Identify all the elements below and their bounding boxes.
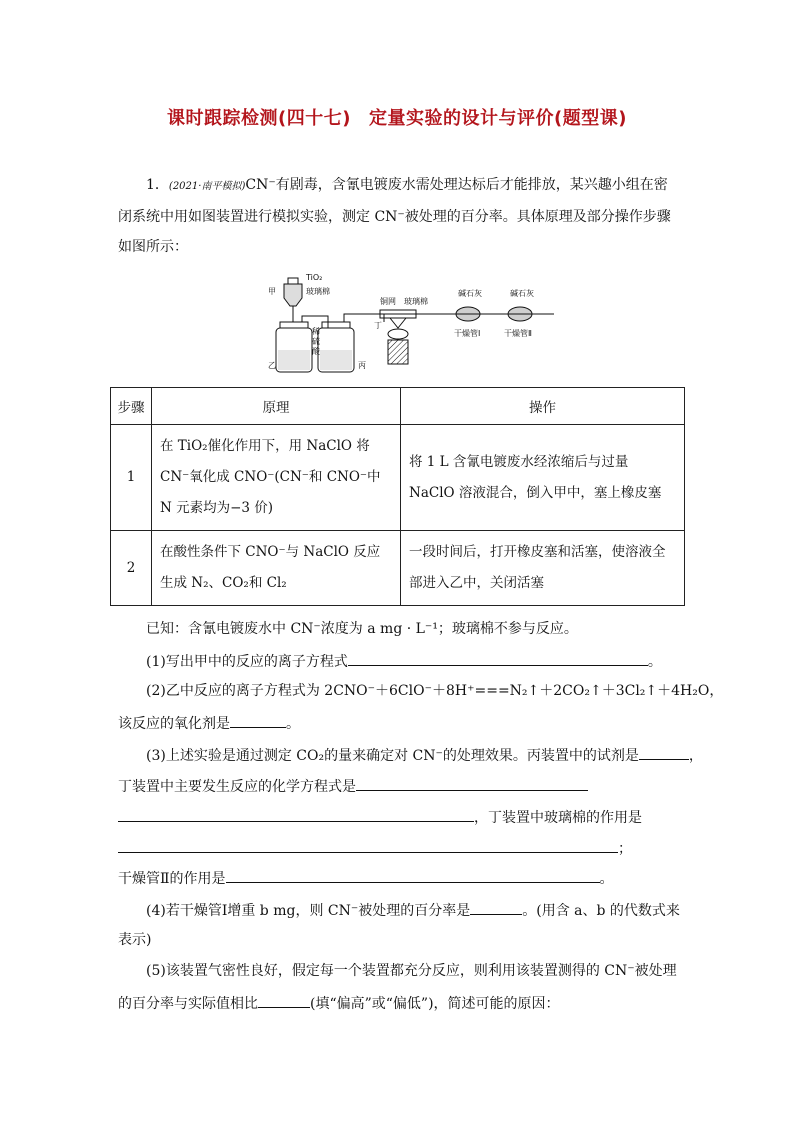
answer-blank[interactable] xyxy=(348,649,648,666)
title-part-1: 课时跟踪检测(四十七) xyxy=(167,108,351,129)
step-operation: 将 1 L 含氰电镀废水经浓缩后与过量 NaClO 溶液混合，倒入甲中，塞上橡皮塞 xyxy=(401,425,685,531)
question-2-line1: (2)乙中反应的离子方程式为 2CNO⁻＋6ClO⁻＋8H⁺===N₂↑＋2CO₂↑＋3Cl₂↑＋4H₂O， xyxy=(146,683,724,699)
drying-tube-1 xyxy=(452,307,484,321)
question-1-stem: CN⁻有剧毒，含氰电镀废水需处理达标后才能排放，某兴趣小组在密闭系统中用如图装置进行模拟实验，测定 CN⁻被处理的百分率。具体原理及部分操作步骤如图所示： xyxy=(118,177,671,255)
steps-table xyxy=(110,387,685,606)
question-3-line1 xyxy=(146,743,703,765)
answer-blank[interactable] xyxy=(226,866,600,883)
page-title xyxy=(0,104,794,130)
step-principle: 在酸性条件下 CNO⁻与 NaClO 反应生成 N₂、CO₂和 Cl₂ xyxy=(152,531,401,606)
label-dry-2: 干燥管Ⅱ xyxy=(504,329,532,338)
header-step: 步骤 xyxy=(111,388,152,425)
question-3-line2 xyxy=(118,774,588,796)
table-header-row xyxy=(111,388,685,425)
question-3-line5 xyxy=(118,866,614,888)
label-jianshihui-2: 碱石灰 xyxy=(510,289,534,298)
answer-blank[interactable] xyxy=(258,991,310,1008)
answer-blank[interactable] xyxy=(230,711,286,728)
table-row xyxy=(111,425,685,531)
q3-semi: ； xyxy=(618,841,632,857)
tube-ding xyxy=(380,310,416,364)
question-3-line3 xyxy=(118,805,642,827)
label-jianshihui-1: 碱石灰 xyxy=(458,289,482,298)
label-ding: 丁 xyxy=(374,321,382,330)
bottle-bing xyxy=(318,322,354,372)
q2-end: 。 xyxy=(286,716,300,732)
answer-blank[interactable] xyxy=(356,774,588,791)
question-1-1 xyxy=(146,649,662,671)
q5-text-a: 的百分率与实际值相比 xyxy=(118,996,258,1012)
step-number: 1 xyxy=(111,425,152,531)
label-dry-1: 干燥管Ⅰ xyxy=(454,329,481,338)
answer-blank[interactable] xyxy=(118,805,474,822)
label-xi: 稀 xyxy=(312,327,320,336)
answer-blank[interactable] xyxy=(639,743,689,760)
separatory-funnel-jia xyxy=(284,278,302,322)
question-source: (2021·南平模拟) xyxy=(168,181,246,192)
label-tongwang: 铜网 xyxy=(380,297,396,306)
drying-tube-2 xyxy=(504,307,546,321)
label-liu: 硫 xyxy=(312,337,320,346)
question-5-line1: (5)该装置气密性良好，假定每一个装置都充分反应，则利用该装置测得的 CN⁻被处理 xyxy=(146,963,677,979)
label-boli-2: 玻璃棉 xyxy=(404,297,428,306)
title-part-2: 定量实验的设计与评价(题型课) xyxy=(369,108,627,129)
label-bing: 丙 xyxy=(358,361,366,370)
label-boli-1: 玻璃棉 xyxy=(306,287,330,296)
q3-end: 。 xyxy=(599,871,614,887)
q3-text-2: 丁装置中主要发生反应的化学方程式是 xyxy=(118,779,356,795)
q1-end: 。 xyxy=(647,654,662,670)
q1-text: (1)写出甲中的反应的离子方程式 xyxy=(146,654,348,670)
question-5-line2 xyxy=(118,991,560,1013)
question-1-intro xyxy=(118,170,678,262)
label-tio2: TiO₂ xyxy=(306,273,323,282)
question-number: 1． xyxy=(146,177,169,193)
known-info: 已知：含氰电镀废水中 CN⁻浓度为 a mg · L⁻¹；玻璃棉不参与反应。 xyxy=(146,621,578,637)
question-4-line2: 表示) xyxy=(118,932,152,948)
step-number: 2 xyxy=(111,531,152,606)
q3-comma: ， xyxy=(688,748,703,764)
answer-blank[interactable] xyxy=(118,836,618,853)
apparatus-diagram xyxy=(262,272,558,380)
q4-text-end: 。(用含 a、b 的代数式来 xyxy=(522,903,680,919)
q3-text-1: (3)上述实验是通过测定 CO₂的量来确定对 CN⁻的处理效果。丙装置中的试剂是 xyxy=(146,748,639,764)
question-3-line4 xyxy=(118,836,632,858)
q3-text-5: 干燥管Ⅱ的作用是 xyxy=(118,871,226,887)
table-row xyxy=(111,531,685,606)
q2-text: 该反应的氧化剂是 xyxy=(118,716,230,732)
label-suan: 酸 xyxy=(312,347,320,356)
step-operation: 一段时间后，打开橡皮塞和活塞，使溶液全部进入乙中，关闭活塞 xyxy=(401,531,685,606)
step-principle: 在 TiO₂催化作用下，用 NaClO 将 CN⁻氧化成 CNO⁻(CN⁻和 CNO⁻中 N 元素均为−3 价) xyxy=(152,425,401,531)
q3-text-3: ，丁装置中玻璃棉的作用是 xyxy=(474,810,642,826)
header-operation: 操作 xyxy=(401,388,685,425)
label-yi: 乙 xyxy=(268,361,276,370)
question-4-line1 xyxy=(146,898,680,920)
answer-blank[interactable] xyxy=(470,898,522,915)
header-principle: 原理 xyxy=(152,388,401,425)
q5-text-b: (填“偏高”或“偏低”)，简述可能的原因： xyxy=(310,996,560,1012)
label-jia: 甲 xyxy=(268,287,276,296)
q4-text: (4)若干燥管Ⅰ增重 b mg，则 CN⁻被处理的百分率是 xyxy=(146,903,471,919)
bottle-yi xyxy=(276,322,312,372)
question-2-line2 xyxy=(118,711,300,733)
